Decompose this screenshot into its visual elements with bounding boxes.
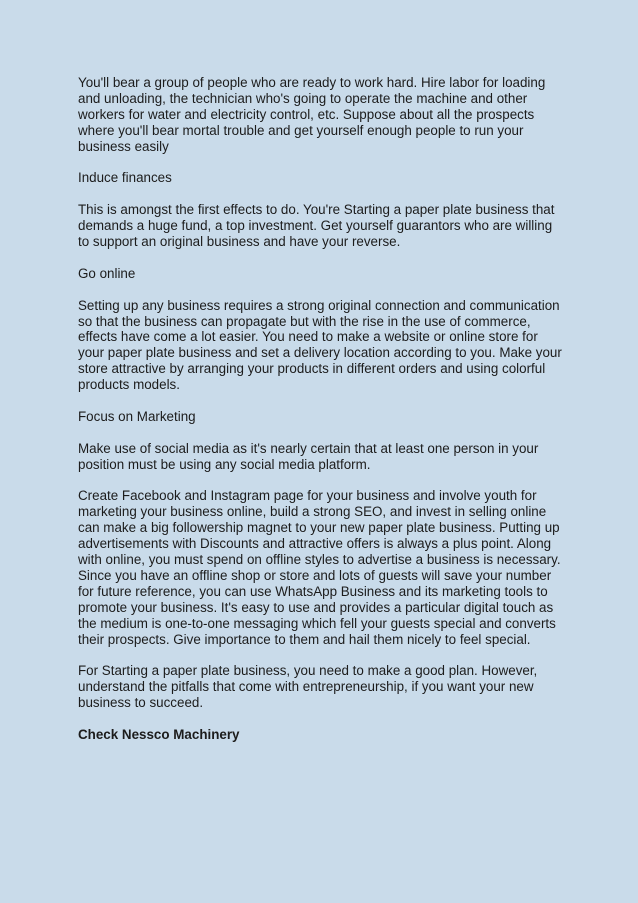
heading-go-online: Go online [78, 265, 136, 281]
paragraph-marketing-details: Create Facebook and Instagram page for your business and involve youth for marketing your business online, build a strong SEO, and invest in selling online can make a big followership magnet to your new paper plate business. Putting up advertisements with Discounts and attractive offers is always a plus point. Along with online, you must spend on offline styles to advertise a business is necessary. Since you have an offline shop or store and lots of guests will save your number for future reference, you can use WhatsApp Business and its marketing tools to promote your business. It's easy to use and provides a particular digital touch as the medium is one-to-one messaging which fell your guests special and converts their prospects. Give importance to them and hail them nicely to feel special. [78, 488, 561, 647]
paragraph-labor: You'll bear a group of people who are ready to work hard. Hire labor for loading and unloading, the technician who's going to operate the machine and other workers for water and electricity control, etc. Suppose about all the prospects where you'll bear mortal trouble and get yourself enough people to run your business easily [78, 75, 546, 154]
paragraph-conclusion: For Starting a paper plate business, you need to make a good plan. However, understand the pitfalls that come with entrepreneurship, if you want your new business to succeed. [78, 663, 538, 711]
paragraph-online: Setting up any business requires a strong original connection and communication so that the business can propagate but with the rise in the use of commerce, effects have come a lot easier. You need to make a website or online store for your paper plate business and set a delivery location according to you. Make your store attractive by arranging your products in different orders and using colorful products models. [78, 297, 562, 393]
check-nessco-link[interactable]: Check Nessco Machinery [78, 727, 240, 743]
heading-induce-finances: Induce finances [78, 170, 172, 186]
paragraph-finances: This is amongst the first effects to do. You're Starting a paper plate business that demands a huge fund, a top investment. Get yourself guarantors who are willing to support an original business and have your reverse. [78, 202, 555, 250]
paragraph-social-media: Make use of social media as it's nearly certain that at least one person in your position must be using any social media platform. [78, 440, 539, 472]
heading-focus-marketing: Focus on Marketing [78, 408, 196, 424]
document-body [78, 75, 564, 743]
